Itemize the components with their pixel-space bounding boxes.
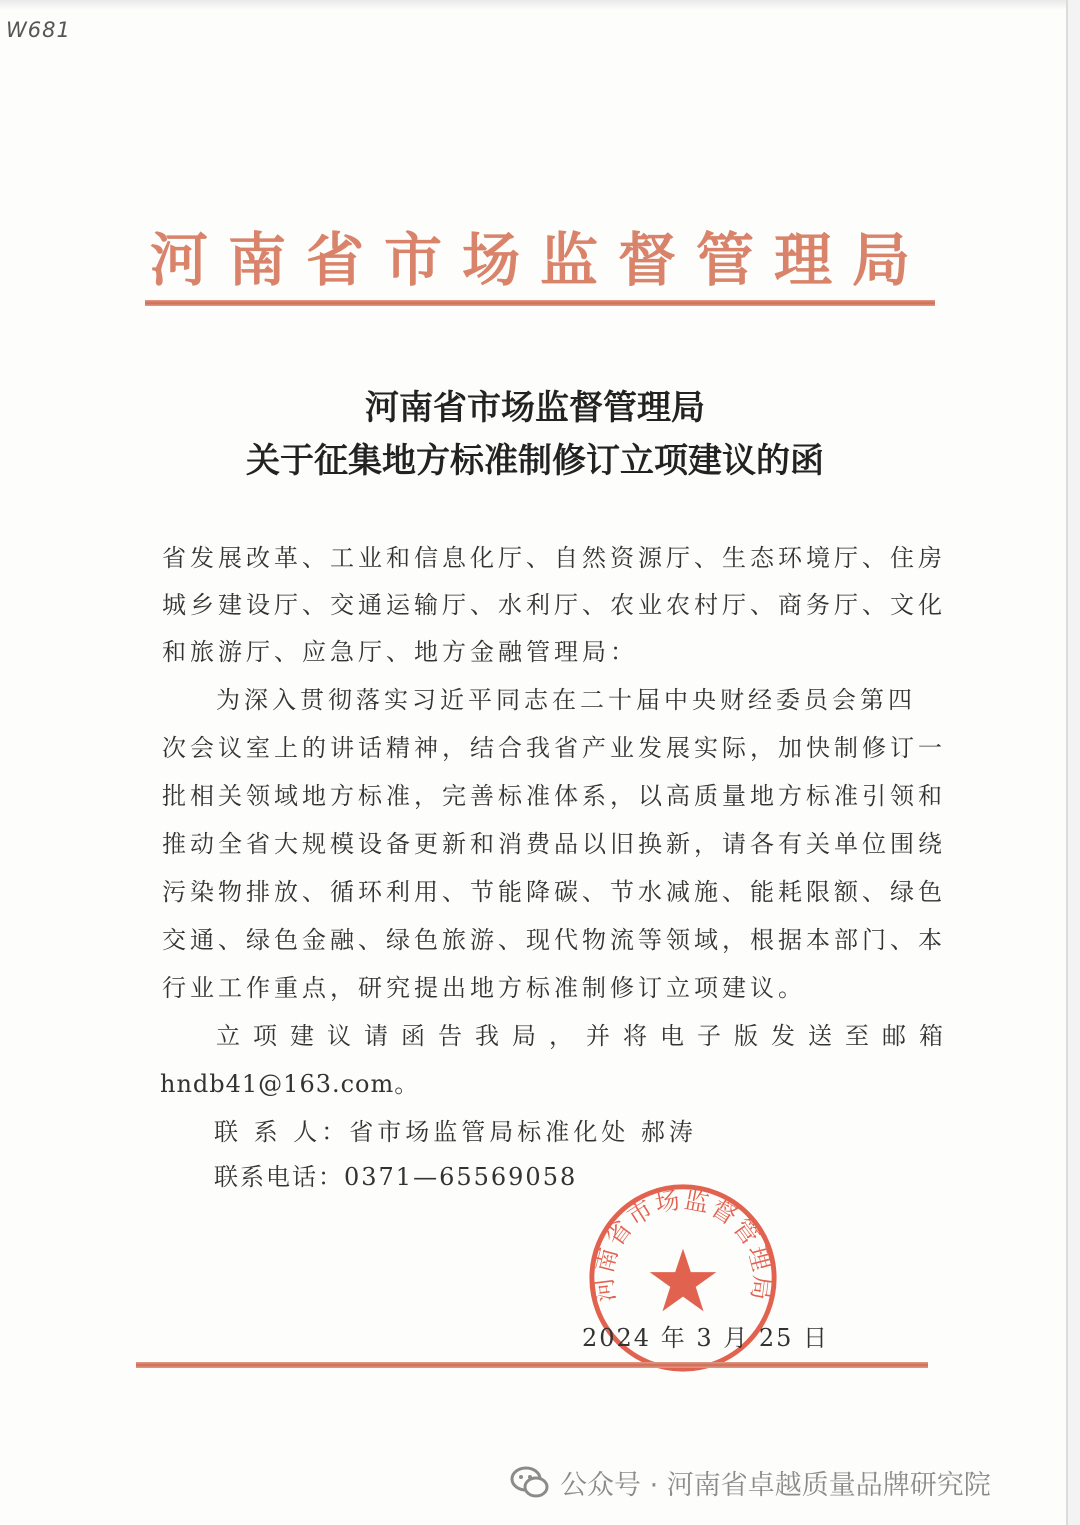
paragraph-1-line-5: 污染物排放、循环利用、节能降碳、节水减施、能耗限额、绿色 (162, 878, 946, 906)
document-title-line-1: 河南省市场监督管理局 (365, 388, 705, 428)
paragraph-1-line-6: 交通、绿色金融、绿色旅游、现代物流等领域，根据本部门、本 (162, 926, 946, 954)
recipients-line-2: 城乡建设厅、交通运输厅、水利厅、农业农村厅、商务厅、文化 (162, 591, 946, 619)
paragraph-1-line-4: 推动全省大规模设备更新和消费品以旧换新，请各有关单位围绕 (162, 830, 946, 858)
seal-text: 河南省市场监督管理局 (588, 1184, 778, 1304)
contact-email: hndb41@163.com。 (160, 1070, 420, 1098)
letterhead-red-rule (145, 300, 935, 306)
footer-red-rule (136, 1362, 928, 1368)
wechat-watermark (510, 1462, 991, 1502)
paragraph-1-line-2: 次会议室上的讲话精神，结合我省产业发展实际，加快制修订一 (162, 734, 946, 762)
paragraph-1-line-1: 为深入贯彻落实习近平同志在二十届中央财经委员会第四 (216, 686, 916, 714)
letterhead-title: 河南省市场监督管理局 (149, 226, 930, 294)
document-date: 2024 年 3 月 25 日 (582, 1324, 830, 1352)
document-title-line-2: 关于征集地方标准制修订立项建议的函 (246, 441, 824, 481)
recipients-line-3: 和旅游厅、应急厅、地方金融管理局： (162, 638, 638, 666)
paragraph-1-line-3: 批相关领域地方标准，完善标准体系，以高质量地方标准引领和 (162, 782, 946, 810)
seal-star-icon (650, 1249, 717, 1312)
paragraph-2-line-1: 立项建议请函告我局，并将电子版发送至邮箱 (216, 1022, 956, 1050)
watermark-text: 公众号 · 河南省卓越质量品牌研究院 (560, 1469, 991, 1501)
contact-person: 联 系 人：省市场监管局标准化处 郝涛 (214, 1118, 697, 1146)
paragraph-1-line-7: 行业工作重点，研究提出地方标准制修订立项建议。 (162, 974, 806, 1002)
contact-phone: 联系电话：0371—65569058 (214, 1163, 578, 1191)
handwritten-note: W681 (6, 18, 71, 42)
recipients-line-1: 省发展改革、工业和信息化厅、自然资源厅、生态环境厅、住房 (162, 544, 946, 572)
wechat-icon (510, 1465, 550, 1499)
scan-edge (0, 0, 1066, 10)
